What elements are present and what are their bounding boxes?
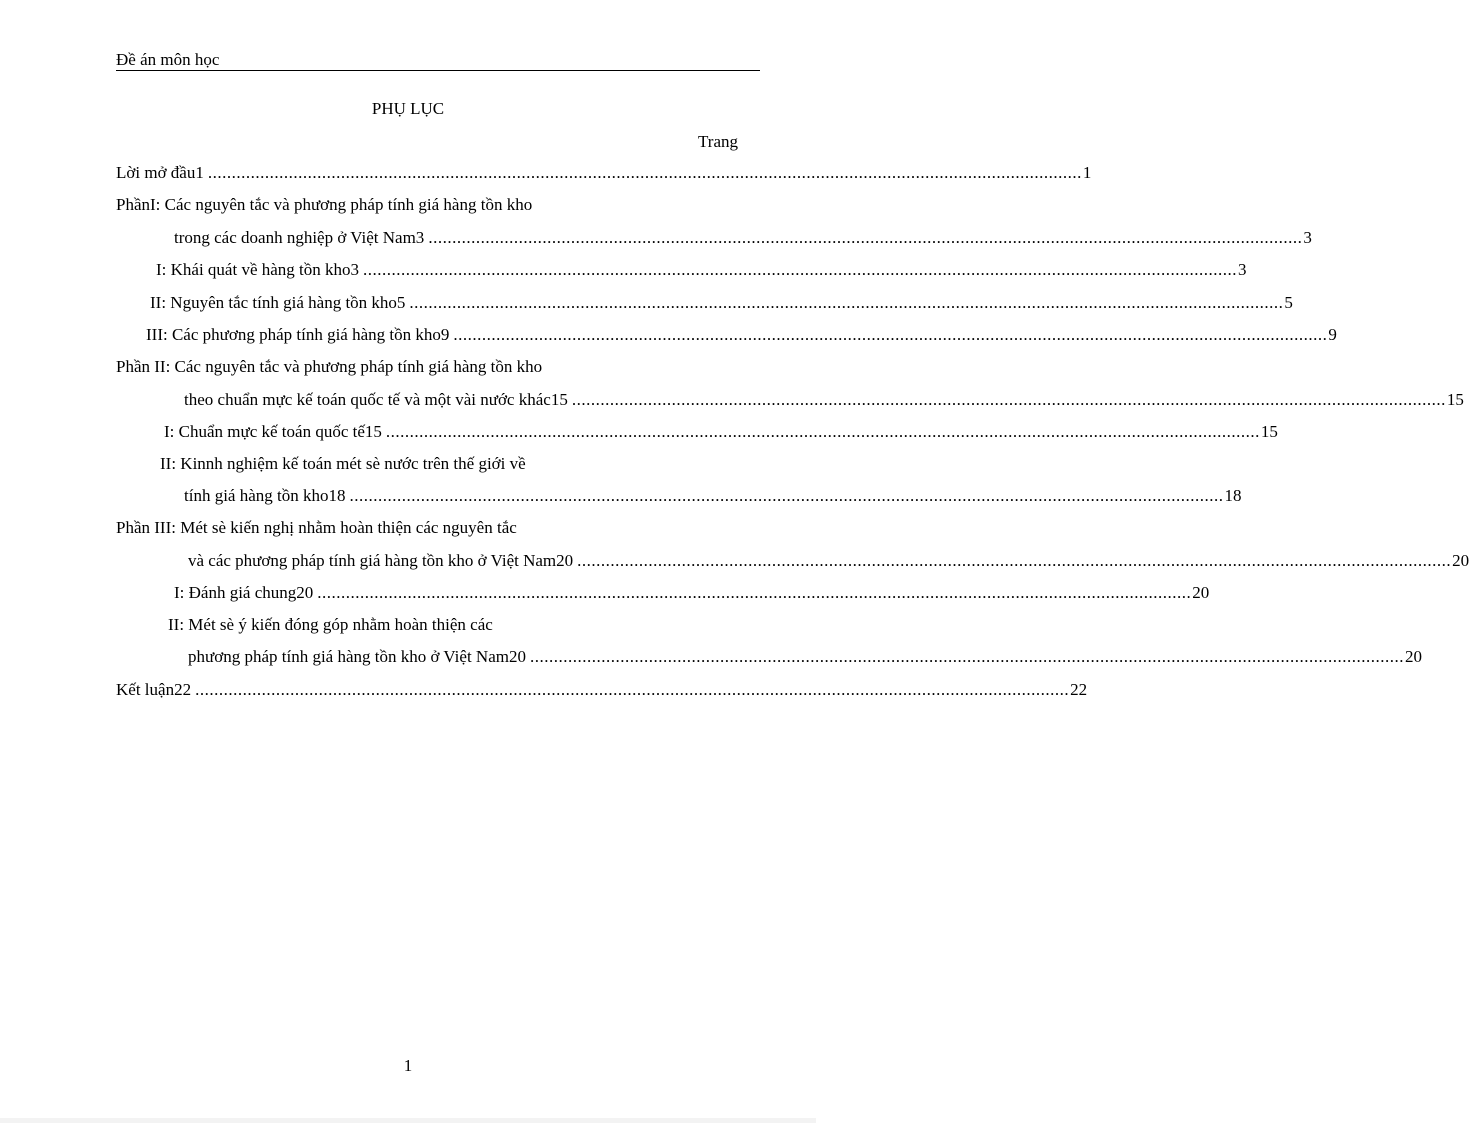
dot-leader: ........................................................................................................................................................................................ [349,486,1224,505]
toc-entry-text: I: Chuẩn mực kế toán quốc tế15 [164,422,382,441]
page-column-label: Trang [698,132,738,151]
toc-entry [150,292,1293,314]
toc-entry-text: PhầnI: Các nguyên tắc và phương pháp tính giá hàng tồn kho [116,195,533,214]
toc-entry [116,356,542,378]
toc-entry-text: phương pháp tính giá hàng tồn kho ở Việt Nam20 [188,647,526,666]
toc-entry-page: 3 [1238,260,1247,279]
dot-leader: ........................................................................................................................................................................................ [529,647,1404,666]
toc-entry-text: theo chuẩn mực kế toán quốc tế và một vài nước khác15 [184,390,568,409]
toc-entry-text: trong các doanh nghiệp ở Việt Nam3 [174,228,425,247]
toc-entry-page: 22 [1070,680,1088,699]
page-bottom-edge [0,1118,816,1123]
dot-leader: ........................................................................................................................................................................................ [409,293,1284,312]
toc-entry-text: I: Khái quát về hàng tồn kho3 [156,260,360,279]
toc-entry [116,162,1092,184]
toc-entry-text: II: Mét sè ý kiến đóng góp nhằm hoàn thiện các [168,615,493,634]
dot-leader: ........................................................................................................................................................................................ [571,390,1446,409]
toc-entry-page: 1 [1082,163,1092,182]
header-rule [116,70,760,71]
toc-entry-page: 20 [1192,583,1210,602]
toc-entry-text: Phần III: Mét sè kiến nghị nhằm hoàn thiện các nguyên tắc [116,518,517,537]
toc-entry-page: 18 [1224,486,1242,505]
dot-leader: ........................................................................................................................................................................................ [195,680,1070,699]
toc-entry [116,679,1088,701]
toc-entry-page: 9 [1328,325,1337,344]
dot-leader: ........................................................................................................................................................................................ [428,228,1303,247]
toc-entry [164,421,1278,443]
toc-heading: PHỤ LỤC [371,99,445,118]
toc-entry [184,485,1242,507]
toc-entry [156,259,1247,281]
toc-entry [188,550,1469,572]
toc-entry [116,517,517,539]
toc-entry-page: 5 [1284,293,1293,312]
toc-entry [168,614,493,636]
dot-leader: ........................................................................................................................................................................................ [207,163,1082,182]
toc-entry-text: và các phương pháp tính giá hàng tồn kho ở Việt Nam20 [188,551,574,570]
toc-entry-page: 15 [1446,390,1464,409]
toc-entry-text: II: Nguyên tắc tính giá hàng tồn kho5 [150,293,406,312]
toc-entry-text: I: Đánh giá chung20 [174,583,314,602]
toc-entry [160,453,526,475]
toc-entry-text: tính giá hàng tồn kho18 [184,486,346,505]
toc-entry-text: III: Các phương pháp tính giá hàng tồn kho9 [146,325,450,344]
toc-entry [174,227,1312,249]
page-number: 1 [403,1056,413,1075]
toc-entry-page: 20 [1452,551,1469,570]
dot-leader: ........................................................................................................................................................................................ [453,325,1328,344]
running-header: Đề án môn học [116,50,220,69]
toc-entry-text: Kết luận22 [116,680,192,699]
dot-leader: ........................................................................................................................................................................................ [577,551,1452,570]
toc-entry-page: 15 [1260,422,1278,441]
toc-entry [116,194,532,216]
toc-entry [184,389,1464,411]
dot-leader: ........................................................................................................................................................................................ [363,260,1238,279]
toc-entry-text: II: Kinnh nghiệm kế toán mét sè nước trên thế giới về [160,454,526,473]
toc-entry [188,646,1422,668]
dot-leader: ........................................................................................................................................................................................ [317,583,1192,602]
toc-entry-text: Lời mở đầu1 [116,163,204,182]
toc-entry-page: 3 [1303,228,1312,247]
toc-entry-text: Phần II: Các nguyên tắc và phương pháp tính giá hàng tồn kho [116,357,543,376]
toc-entry-page: 20 [1404,647,1422,666]
toc-entry [146,324,1337,346]
dot-leader: ........................................................................................................................................................................................ [385,422,1260,441]
toc-entry [174,582,1210,604]
